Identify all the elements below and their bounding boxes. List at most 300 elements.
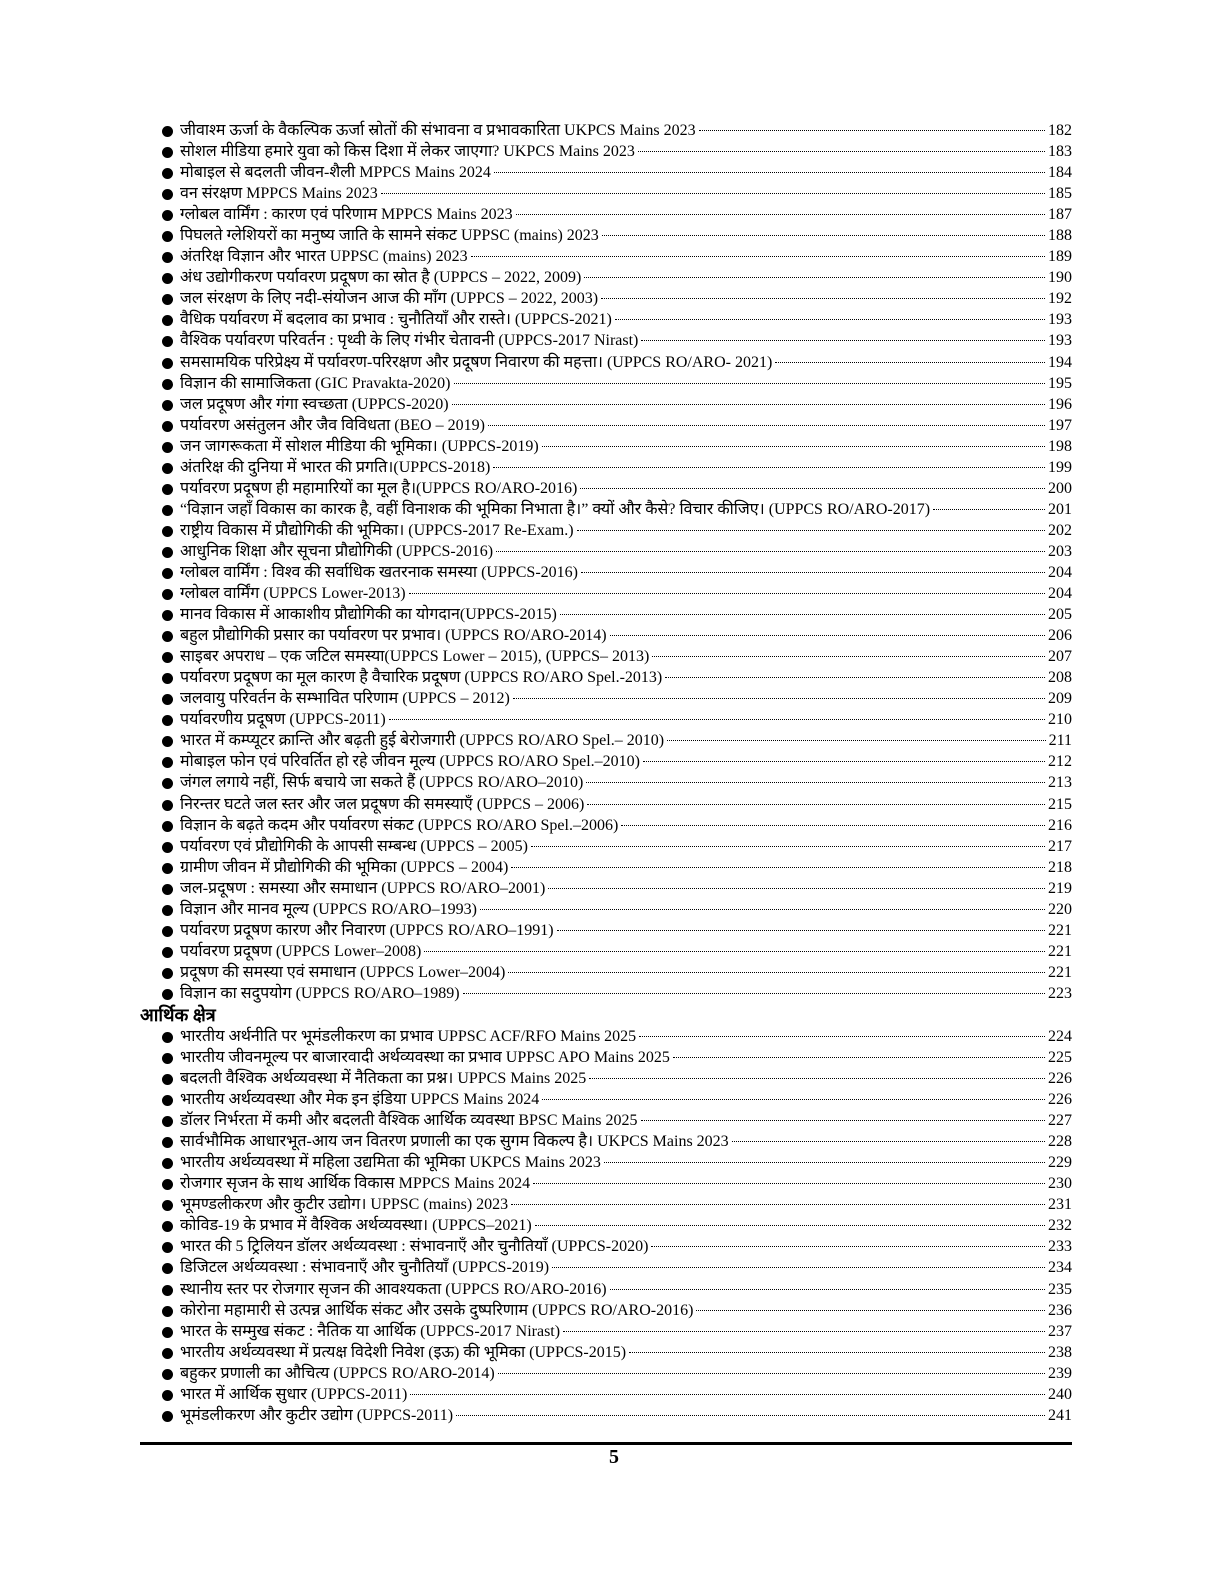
dot-leader [552, 1267, 1045, 1268]
toc-entry-page: 238 [1048, 1343, 1072, 1361]
toc-entry-page: 219 [1048, 879, 1072, 897]
toc-entry-page: 190 [1048, 269, 1072, 287]
toc-entry-page: 207 [1048, 648, 1072, 666]
dot-leader [531, 846, 1045, 847]
dot-leader [381, 193, 1045, 194]
toc-entry [140, 478, 1072, 499]
dot-leader [641, 340, 1045, 341]
toc-entry [140, 373, 1072, 394]
toc-entry-title: वैश्विक पर्यावरण परिवर्तन : पृथ्वी के लिए गंभीर चेतावनी (UPPCS-2017 Nirast) [180, 332, 639, 350]
toc-entry-title: विज्ञान और मानव मूल्य (UPPCS RO/ARO–1993) [180, 900, 477, 918]
dot-leader [454, 383, 1045, 384]
dot-leader [629, 1352, 1045, 1353]
dot-leader [643, 761, 1045, 762]
dot-leader [651, 1246, 1045, 1247]
toc-entry [140, 815, 1072, 836]
toc-entry-title: विज्ञान का सदुपयोग (UPPCS RO/ARO–1989) [180, 984, 460, 1002]
toc-entry-title: मोबाइल से बदलती जीवन-शैली MPPCS Mains 2024 [180, 164, 491, 182]
bullet-icon [162, 1053, 173, 1064]
dot-leader [548, 888, 1045, 889]
toc-entry-page: 236 [1048, 1301, 1072, 1319]
toc-entry-page: 221 [1048, 963, 1072, 981]
toc-entry [140, 499, 1072, 520]
toc-entry [140, 751, 1072, 772]
dot-leader [641, 1120, 1046, 1121]
toc-entry [140, 1131, 1072, 1152]
bullet-icon [162, 631, 173, 642]
toc-entry [140, 1236, 1072, 1257]
toc-entry [140, 330, 1072, 351]
bullet-icon [162, 358, 173, 369]
toc-entry-page: 187 [1048, 206, 1072, 224]
dot-leader [667, 740, 1046, 741]
bullet-icon [162, 589, 173, 600]
dot-leader [513, 698, 1045, 699]
toc-entry-page: 208 [1048, 669, 1072, 687]
bullet-icon [162, 800, 173, 811]
toc-entry-page: 202 [1048, 521, 1072, 539]
toc-entry [140, 1384, 1072, 1405]
toc-entry [140, 562, 1072, 583]
toc-entry [140, 1405, 1072, 1426]
toc-entry-page: 216 [1048, 816, 1072, 834]
bullet-icon [162, 463, 173, 474]
dot-leader [580, 488, 1045, 489]
toc-entry [140, 709, 1072, 730]
toc-entry [140, 120, 1072, 141]
dot-leader [601, 298, 1045, 299]
toc-entry-title: भूमंडलीकरण और कुटीर उद्योग (UPPCS-2011) [180, 1406, 454, 1424]
bullet-icon [162, 652, 173, 663]
bullet-icon [162, 694, 173, 705]
toc-entry-page: 235 [1048, 1280, 1072, 1298]
dot-leader [494, 172, 1045, 173]
toc-entry [140, 962, 1072, 983]
toc-entry [140, 457, 1072, 478]
toc-entry [140, 309, 1072, 330]
toc-entry-title: पर्यावरण एवं प्रौद्योगिकी के आपसी सम्बन्ध (UPPCS – 2005) [180, 837, 529, 855]
toc-entry-title: भारत की 5 ट्रिलियन डॉलर अर्थव्यवस्था : संभावनाएँ और चुनौतियाँ (UPPCS-2020) [180, 1238, 649, 1256]
toc-entry-page: 232 [1048, 1217, 1072, 1235]
toc-entry [140, 225, 1072, 246]
toc-entry-title: अंतरिक्ष की दुनिया में भारत की प्रगति।(UPPCS-2018) [180, 458, 491, 476]
toc-entry [140, 1300, 1072, 1321]
toc-entry-page: 195 [1048, 374, 1072, 392]
toc-entry [140, 857, 1072, 878]
toc-entry [140, 1363, 1072, 1384]
bullet-icon [162, 673, 173, 684]
toc-entry [140, 646, 1072, 667]
toc-entry [140, 688, 1072, 709]
dot-leader [933, 509, 1045, 510]
bullet-icon [162, 168, 173, 179]
toc-entry-title: आधुनिक शिक्षा और सूचना प्रौद्योगिकी (UPPCS-2016) [180, 542, 494, 560]
toc-entry-title: वैधिक पर्यावरण में बदलाव का प्रभाव : चुनौतियाँ और रास्ते। (UPPCS-2021) [180, 311, 612, 329]
toc-entry-page: 233 [1048, 1238, 1072, 1256]
toc-entry [140, 1215, 1072, 1236]
toc-entry-title: विज्ञान के बढ़ते कदम और पर्यावरण संकट (UPPCS RO/ARO Spel.–2006) [180, 816, 619, 834]
toc-entry-title: पर्यावरण प्रदूषण कारण और निवारण (UPPCS RO/ARO–1991) [180, 921, 554, 939]
dot-leader [516, 214, 1045, 215]
bullet-icon [162, 863, 173, 874]
toc-entry-page: 229 [1048, 1154, 1072, 1172]
toc-entry-title: जल-प्रदूषण : समस्या और समाधान (UPPCS RO/ARO–2001) [180, 879, 546, 897]
bullet-icon [162, 736, 173, 747]
toc-entry-title: जल संरक्षण के लिए नदी-संयोजन आज की माँग (UPPCS – 2022, 2003) [180, 290, 599, 308]
toc-entry-page: 183 [1048, 143, 1072, 161]
toc-entry-title: पर्यावरण प्रदूषण का मूल कारण है वैचारिक प्रदूषण (UPPCS RO/ARO Spel.-2013) [180, 669, 663, 687]
toc-entry-title: वन संरक्षण MPPCS Mains 2023 [180, 185, 378, 203]
toc-entry-page: 189 [1048, 248, 1072, 266]
toc-entry-title: जीवाश्म ऊर्जा के वैकल्पिक ऊर्जा स्रोतों की संभावना व प्रभावकारिता UKPCS Mains 2023 [180, 122, 696, 139]
toc-entry-page: 228 [1048, 1133, 1072, 1151]
dot-leader [488, 425, 1045, 426]
toc-entry [140, 141, 1072, 162]
bullet-icon [162, 947, 173, 958]
toc-entry-title: ग्रामीण जीवन में प्रौद्योगिकी की भूमिका (UPPCS – 2004) [180, 858, 509, 876]
bullet-icon [162, 1221, 173, 1232]
dot-leader [493, 467, 1045, 468]
dot-leader [587, 804, 1045, 805]
toc-entry-title: बदलती वैश्विक अर्थव्यवस्था में नैतिकता का प्रश्न। UPPCS Mains 2025 [180, 1070, 587, 1088]
dot-leader [673, 1057, 1045, 1058]
toc-entry-page: 197 [1048, 416, 1072, 434]
toc-entry [140, 1257, 1072, 1278]
toc-entry-page: 217 [1048, 837, 1072, 855]
toc-entry-title: भारतीय अर्थव्यवस्था और मेक इन इंडिया UPPCS Mains 2024 [180, 1091, 540, 1109]
toc-entry-title: “विज्ञान जहाँ विकास का कारक है, वहीं विनाशक की भूमिका निभाता है।” क्यों और कैसे? विचार कीजिए। (UPPCS RO/ARO-2017) [180, 500, 931, 518]
toc-entry-page: 224 [1048, 1027, 1072, 1045]
bullet-icon [162, 315, 173, 326]
toc-entry-page: 193 [1048, 332, 1072, 350]
toc-entry [140, 541, 1072, 562]
bullet-icon [162, 905, 173, 916]
bullet-icon [162, 778, 173, 789]
dot-leader [508, 972, 1045, 973]
toc-entry-title: मोबाइल फोन एवं परिवर्तित हो रहे जीवन मूल्य (UPPCS RO/ARO Spel.–2010) [180, 753, 640, 771]
dot-leader [577, 530, 1045, 531]
toc-entry-title: भारतीय जीवनमूल्य पर बाजारवादी अर्थव्यवस्था का प्रभाव UPPSC APO Mains 2025 [180, 1049, 670, 1067]
bullet-icon [162, 1348, 173, 1359]
toc-entry [140, 836, 1072, 857]
toc-entry [140, 1026, 1072, 1047]
toc-entry-page: 240 [1048, 1385, 1072, 1403]
toc-entry-title: जलवायु परिवर्तन के सम्भावित परिणाम (UPPCS – 2012) [180, 690, 510, 708]
toc-entry-page: 196 [1048, 395, 1072, 413]
bullet-icon [162, 126, 173, 137]
toc-entry-title: डिजिटल अर्थव्यवस्था : संभावनाएँ और चुनौतियाँ (UPPCS-2019) [180, 1259, 550, 1277]
toc-entry-title: मानव विकास में आकाशीय प्रौद्योगिकी का योगदान(UPPCS-2015) [180, 606, 557, 624]
bullet-icon [162, 1411, 173, 1422]
bullet-icon [162, 379, 173, 390]
toc-entry-title: डॉलर निर्भरता में कमी और बदलती वैश्विक आर्थिक व्यवस्था BPSC Mains 2025 [180, 1112, 638, 1130]
toc-entry-title: निरन्तर घटते जल स्तर और जल प्रदूषण की समस्याएँ (UPPCS – 2006) [180, 795, 585, 813]
dot-leader [535, 1225, 1045, 1226]
toc-entry-title: साइबर अपराध – एक जटिल समस्या(UPPCS Lower – 2015), (UPPCS– 2013) [180, 648, 650, 666]
dot-leader [511, 1204, 1045, 1205]
toc-entry [140, 941, 1072, 962]
bullet-icon [162, 1285, 173, 1296]
bullet-icon [162, 968, 173, 979]
toc-entry-title: बहुकर प्रणाली का औचित्य (UPPCS RO/ARO-2014) [180, 1364, 495, 1382]
bullet-icon [162, 1032, 173, 1043]
toc-entry [140, 1068, 1072, 1089]
dot-leader [533, 1183, 1045, 1184]
toc-entry-page: 225 [1048, 1049, 1072, 1067]
toc-entry [140, 352, 1072, 373]
toc-entry [140, 878, 1072, 899]
toc-entry [140, 1279, 1072, 1300]
toc-entry-page: 188 [1048, 227, 1072, 245]
toc-entry-title: भारतीय अर्थनीति पर भूमंडलीकरण का प्रभाव UPPSC ACF/RFO Mains 2025 [180, 1027, 637, 1045]
toc-entry-title: रोजगार सृजन के साथ आर्थिक विकास MPPCS Mains 2024 [180, 1175, 531, 1193]
toc-entry-page: 221 [1048, 921, 1072, 939]
toc-entry-page: 200 [1048, 479, 1072, 497]
dot-leader [463, 993, 1045, 994]
toc-entry-page: 223 [1048, 984, 1072, 1002]
bullet-icon [162, 1158, 173, 1169]
bullet-icon [162, 400, 173, 411]
dot-leader [542, 1099, 1045, 1100]
toc-entry [140, 1047, 1072, 1068]
bullet-icon [162, 1242, 173, 1253]
toc-entry [140, 899, 1072, 920]
toc-entry [140, 604, 1072, 625]
bullet-icon [162, 1095, 173, 1106]
dot-leader [652, 656, 1045, 657]
dot-leader [586, 782, 1045, 783]
bullet-icon [162, 252, 173, 263]
toc-entry-title: भूमण्डलीकरण और कुटीर उद्योग। UPPSC (mains) 2023 [180, 1196, 509, 1214]
toc-entry-title: ग्लोबल वार्मिंग : विश्व की सर्वाधिक खतरनाक समस्या (UPPCS-2016) [180, 563, 578, 581]
toc-entry-page: 201 [1048, 500, 1072, 518]
dot-leader [496, 551, 1045, 552]
bullet-icon [162, 989, 173, 1000]
footer-rule [140, 1442, 1072, 1445]
toc-entry-title: राष्ट्रीय विकास में प्रौद्योगिकी की भूमिका। (UPPCS-2017 Re-Exam.) [180, 521, 574, 539]
bullet-icon [162, 884, 173, 895]
toc-entry-page: 182 [1048, 122, 1072, 139]
bullet-icon [162, 1263, 173, 1274]
toc-entry-page: 209 [1048, 690, 1072, 708]
dot-leader [410, 1394, 1045, 1395]
dot-leader [456, 1415, 1045, 1416]
toc-entry-title: भारत में कम्प्यूटर क्रान्ति और बढ़ती हुई बेरोजगारी (UPPCS RO/ARO Spel.– 2010) [180, 732, 665, 750]
toc-entry [140, 436, 1072, 457]
dot-leader [602, 235, 1045, 236]
dot-leader [589, 1078, 1045, 1079]
toc-entry-title: पर्यावरण असंतुलन और जैव विविधता (BEO – 2019) [180, 416, 485, 434]
bullet-icon [162, 505, 173, 516]
bullet-icon [162, 231, 173, 242]
dot-leader [480, 909, 1045, 910]
toc-entry-page: 231 [1048, 1196, 1072, 1214]
toc-entry [140, 583, 1072, 604]
toc-entry [140, 794, 1072, 815]
toc-entry-page: 204 [1048, 585, 1072, 603]
bullet-icon [162, 210, 173, 221]
toc-entry-page: 210 [1048, 711, 1072, 729]
toc-entry-page: 226 [1048, 1070, 1072, 1088]
dot-leader [699, 130, 1045, 131]
toc-entry-page: 227 [1048, 1112, 1072, 1130]
bullet-icon [162, 1390, 173, 1401]
bullet-icon [162, 1137, 173, 1148]
toc-entry-page: 184 [1048, 164, 1072, 182]
toc-entry [140, 1152, 1072, 1173]
toc-entry [140, 983, 1072, 1004]
toc-entry [140, 1110, 1072, 1131]
toc-entry-page: 192 [1048, 290, 1072, 308]
dot-leader [732, 1141, 1045, 1142]
toc-entry [140, 415, 1072, 436]
toc-entry-title: जंगल लगाये नहीं, सिर्फ बचाये जा सकते हैं (UPPCS RO/ARO–2010) [180, 774, 584, 792]
bullet-icon [162, 610, 173, 621]
toc-entry-title: समसामयिक परिप्रेक्ष्य में पर्यावरण-परिरक्षण और प्रदूषण निवारण की महत्ता। (UPPCS RO/ARO- 2021) [180, 353, 773, 371]
toc-entry [140, 1342, 1072, 1363]
toc-entry-page: 218 [1048, 858, 1072, 876]
toc-entry [140, 162, 1072, 183]
bullet-icon [162, 547, 173, 558]
dot-leader [498, 1373, 1045, 1374]
toc-entry-title: पर्यावरण प्रदूषण ही महामारियों का मूल है।(UPPCS RO/ARO-2016) [180, 479, 578, 497]
bullet-icon [162, 336, 173, 347]
section-heading-economic: आर्थिक क्षेत्र [140, 1004, 216, 1025]
toc-entry-page: 220 [1048, 900, 1072, 918]
toc-entry-page: 215 [1048, 795, 1072, 813]
toc-entry [140, 204, 1072, 225]
dot-leader [511, 867, 1045, 868]
toc-entry-title: पर्यावरण प्रदूषण (UPPCS Lower–2008) [180, 942, 422, 960]
toc-entry [140, 667, 1072, 688]
dot-leader [409, 593, 1045, 594]
toc-entry-page: 221 [1048, 942, 1072, 960]
bullet-icon [162, 1327, 173, 1338]
bullet-icon [162, 526, 173, 537]
bullet-icon [162, 821, 173, 832]
dot-leader [665, 677, 1045, 678]
toc-entry-title: स्थानीय स्तर पर रोजगार सृजन की आवश्यकता (UPPCS RO/ARO-2016) [180, 1280, 607, 1298]
dot-leader [604, 1162, 1045, 1163]
toc-entry [140, 1321, 1072, 1342]
bullet-icon [162, 273, 173, 284]
toc-entry [140, 520, 1072, 541]
dot-leader [638, 151, 1045, 152]
toc-entry-page: 198 [1048, 437, 1072, 455]
toc-entry-title: अंतरिक्ष विज्ञान और भारत UPPSC (mains) 2023 [180, 248, 468, 266]
toc-entry [140, 920, 1072, 941]
dot-leader [696, 1310, 1045, 1311]
bullet-icon [162, 715, 173, 726]
toc-entry-title: भारतीय अर्थव्यवस्था में महिला उद्यमिता की भूमिका UKPCS Mains 2023 [180, 1154, 601, 1172]
dot-leader [584, 277, 1045, 278]
dot-leader [424, 951, 1045, 952]
page-number: 5 [609, 1446, 619, 1468]
toc-entry-title: सोशल मीडिया हमारे युवा को किस दिशा में लेकर जाएगा? UKPCS Mains 2023 [180, 143, 635, 161]
toc-entry-title: जल प्रदूषण और गंगा स्वच्छता (UPPCS-2020) [180, 395, 449, 413]
toc-entry-page: 194 [1048, 353, 1072, 371]
toc-entry-page: 185 [1048, 185, 1072, 203]
dot-leader [452, 404, 1045, 405]
dot-leader [610, 1289, 1045, 1290]
toc-entry-page: 193 [1048, 311, 1072, 329]
bullet-icon [162, 1200, 173, 1211]
dot-leader [560, 614, 1045, 615]
dot-leader [621, 825, 1045, 826]
toc-entry-page: 212 [1048, 753, 1072, 771]
bullet-icon [162, 1369, 173, 1380]
toc-entry [140, 1089, 1072, 1110]
toc-entry [140, 267, 1072, 288]
bullet-icon [162, 484, 173, 495]
bullet-icon [162, 294, 173, 305]
toc-entry-title: भारत के सम्मुख संकट : नैतिक या आर्थिक (UPPCS-2017 Nirast) [180, 1322, 561, 1340]
toc-entry-title: विज्ञान की सामाजिकता (GIC Pravakta-2020) [180, 374, 451, 392]
toc-entry-title: कोरोना महामारी से उत्पन्न आर्थिक संकट और उसके दुष्परिणाम (UPPCS RO/ARO-2016) [180, 1301, 694, 1319]
bullet-icon [162, 421, 173, 432]
toc-entry-title: भारतीय अर्थव्यवस्था में प्रत्यक्ष विदेशी निवेश (इऊ) की भूमिका (UPPCS-2015) [180, 1343, 627, 1361]
toc-entry [140, 1194, 1072, 1215]
dot-leader [471, 256, 1045, 257]
dot-leader [542, 446, 1045, 447]
dot-leader [610, 635, 1045, 636]
toc-entry-title: भारत में आर्थिक सुधार (UPPCS-2011) [180, 1385, 408, 1403]
toc-section-environment-science [140, 120, 1072, 1004]
bullet-icon [162, 442, 173, 453]
bullet-icon [162, 1179, 173, 1190]
toc-entry-title: बहुल प्रौद्योगिकी प्रसार का पर्यावरण पर प्रभाव। (UPPCS RO/ARO-2014) [180, 627, 607, 645]
toc-entry-title: पिघलते ग्लेशियरों का मनुष्य जाति के सामने संकट UPPSC (mains) 2023 [180, 227, 599, 245]
dot-leader [615, 319, 1045, 320]
toc-entry-page: 199 [1048, 458, 1072, 476]
toc-entry-page: 205 [1048, 606, 1072, 624]
toc-entry [140, 246, 1072, 267]
toc-entry-title: जन जागरूकता में सोशल मीडिया की भूमिका। (UPPCS-2019) [180, 437, 539, 455]
toc-entry [140, 288, 1072, 309]
toc-entry-page: 211 [1048, 732, 1072, 750]
toc-entry-page: 203 [1048, 542, 1072, 560]
toc-entry-page: 206 [1048, 627, 1072, 645]
table-of-contents [140, 120, 1072, 1426]
bullet-icon [162, 926, 173, 937]
toc-entry-page: 239 [1048, 1364, 1072, 1382]
toc-entry [140, 625, 1072, 646]
bullet-icon [162, 147, 173, 158]
toc-entry-title: सार्वभौमिक आधारभूत-आय जन वितरण प्रणाली का एक सुगम विकल्प है। UKPCS Mains 2023 [180, 1133, 729, 1151]
toc-entry [140, 1173, 1072, 1194]
toc-entry-page: 241 [1048, 1406, 1072, 1424]
toc-entry-title: अंध उद्योगीकरण पर्यावरण प्रदूषण का स्रोत है (UPPCS – 2022, 2009) [180, 269, 582, 287]
toc-entry [140, 772, 1072, 793]
toc-entry-page: 213 [1048, 774, 1072, 792]
toc-entry [140, 394, 1072, 415]
bullet-icon [162, 1306, 173, 1317]
bullet-icon [162, 1074, 173, 1085]
bullet-icon [162, 1116, 173, 1127]
bullet-icon [162, 568, 173, 579]
dot-leader [775, 362, 1045, 363]
dot-leader [557, 930, 1045, 931]
toc-entry-page: 234 [1048, 1259, 1072, 1277]
dot-leader [563, 1331, 1045, 1332]
toc-entry-title: पर्यावरणीय प्रदूषण (UPPCS-2011) [180, 711, 386, 729]
dot-leader [581, 572, 1045, 573]
dot-leader [639, 1036, 1045, 1037]
toc-entry-page: 226 [1048, 1091, 1072, 1109]
bullet-icon [162, 757, 173, 768]
toc-entry-page: 204 [1048, 563, 1072, 581]
toc-entry-title: कोविड-19 के प्रभाव में वैश्विक अर्थव्यवस्था। (UPPCS–2021) [180, 1217, 532, 1235]
